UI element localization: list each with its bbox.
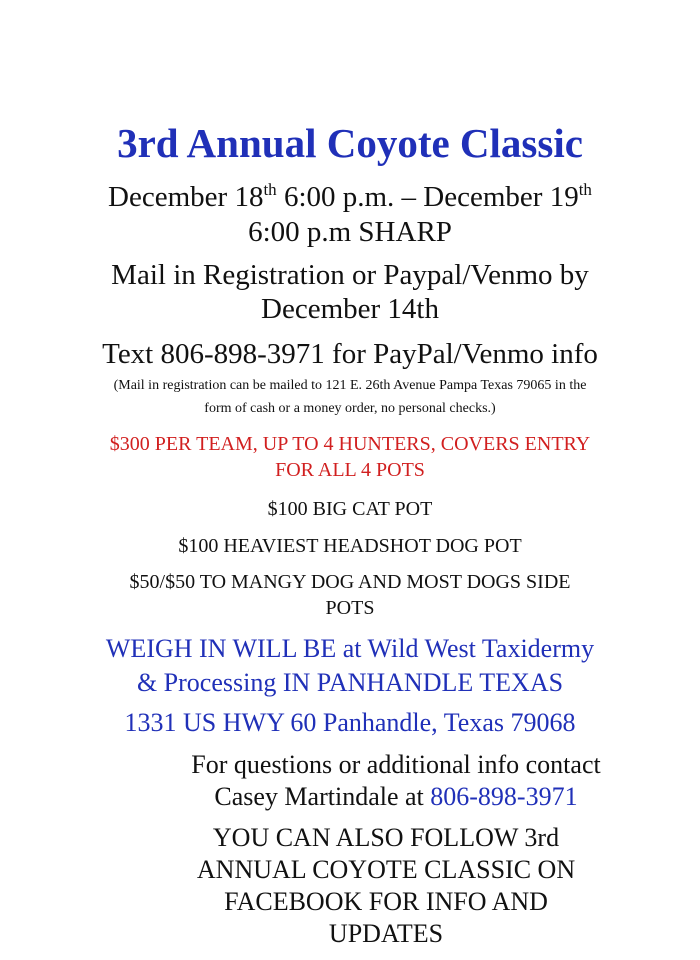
registration-line1: Mail in Registration or Paypal/Venmo by: [111, 259, 589, 291]
follow-line1: YOU CAN ALSO FOLLOW 3rd: [212, 823, 560, 852]
event-dates-line1: [0, 180, 700, 214]
start-date: December 18: [108, 181, 264, 213]
contact-line2: [46, 781, 700, 813]
weigh-in-line1: WEIGH IN WILL BE at Wild West Taxidermy: [105, 634, 595, 663]
follow-line2: ANNUAL COYOTE CLASSIC ON: [196, 855, 576, 884]
follow-line4: UPDATES: [328, 919, 444, 948]
registration-deadline: December 14th: [261, 293, 439, 325]
headshot-pot: $100 HEAVIEST HEADSHOT DOG POT: [178, 535, 522, 557]
big-cat-pot: $100 BIG CAT POT: [267, 498, 433, 520]
contact-line1: For questions or additional info contact: [191, 750, 601, 779]
event-end-time: 6:00 p.m SHARP: [248, 216, 452, 248]
flyer-title: 3rd Annual Coyote Classic: [117, 120, 583, 166]
end-date-suffix: th: [578, 180, 592, 199]
follow-line3: FACEBOOK FOR INFO AND: [224, 887, 548, 916]
weigh-in-line2: & Processing IN PANHANDLE TEXAS: [136, 668, 564, 697]
start-date-suffix: th: [263, 180, 277, 199]
entry-fee-line2: FOR ALL 4 POTS: [275, 459, 425, 481]
start-time-and-end-date: 6:00 p.m. – December 19: [276, 181, 579, 213]
mail-note-line1: (Mail in registration can be mailed to 121 E. 26th Avenue Pampa Texas 79065 in the: [113, 378, 587, 393]
contact-name: Casey Martindale at: [214, 782, 431, 811]
mail-note-line2: form of cash or a money order, no personal checks.): [204, 401, 496, 416]
side-pots-line2: POTS: [325, 597, 375, 619]
contact-phone-link[interactable]: 806-898-3971: [430, 782, 578, 811]
weigh-in-address: 1331 US HWY 60 Panhandle, Texas 79068: [124, 708, 576, 737]
entry-fee-line1: $300 PER TEAM, UP TO 4 HUNTERS, COVERS ENTRY: [109, 433, 591, 455]
text-info-line: Text 806-898-3971 for PayPal/Venmo info: [102, 338, 598, 370]
side-pots-line1: $50/$50 TO MANGY DOG AND MOST DOGS SIDE: [129, 571, 571, 593]
